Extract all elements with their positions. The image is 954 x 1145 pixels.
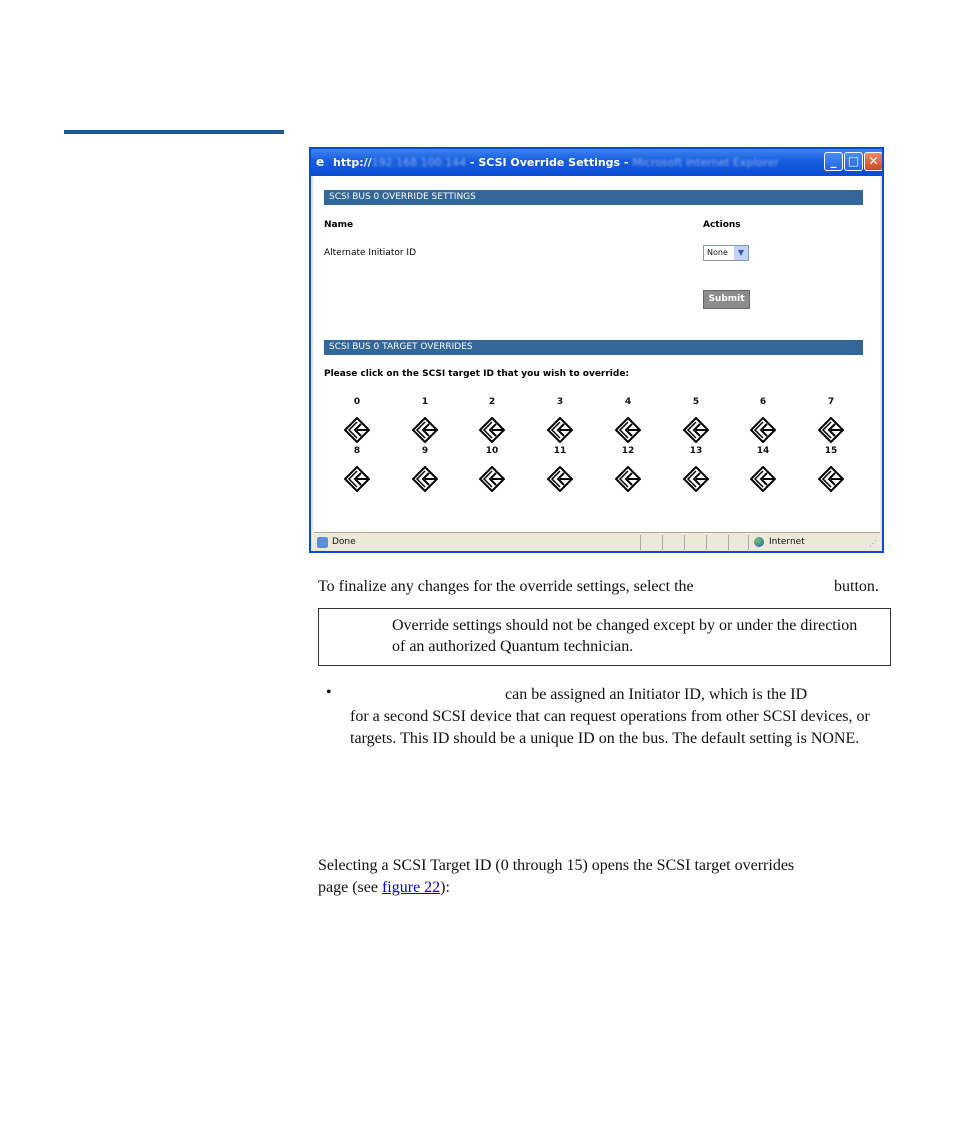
select-value: None xyxy=(707,248,728,257)
scsi-connector-icon xyxy=(412,466,438,492)
scsi-connector-icon xyxy=(412,417,438,443)
target-id-label: 3 xyxy=(556,397,564,407)
target-id-label: 1 xyxy=(421,397,429,407)
alternate-initiator-label: Alternate Initiator ID xyxy=(324,248,416,258)
target-id-label: 15 xyxy=(824,446,838,456)
target-id-label: 0 xyxy=(353,397,361,407)
status-divider xyxy=(728,535,729,550)
target-id-0[interactable] xyxy=(337,397,377,443)
target-id-14[interactable] xyxy=(743,446,783,492)
target-id-9[interactable] xyxy=(405,446,445,492)
target-id-label: 9 xyxy=(421,446,429,456)
override-settings-header: SCSI BUS 0 OVERRIDE SETTINGS xyxy=(324,190,863,205)
finalize-end: button. xyxy=(834,578,879,595)
submit-button[interactable]: Submit xyxy=(703,290,750,309)
figure-ref-line: page (see figure 22): xyxy=(318,879,450,896)
initiator-id-select[interactable] xyxy=(703,245,749,261)
chevron-down-icon: ▼ xyxy=(734,246,748,260)
scsi-connector-icon xyxy=(479,417,505,443)
target-id-label: 10 xyxy=(485,446,499,456)
target-id-1[interactable] xyxy=(405,397,445,443)
actions-column-header: Actions xyxy=(703,220,741,230)
window-title: http://192.168.100.144 - SCSI Override Settings - Microsoft Internet Explorer xyxy=(333,156,779,169)
target-id-4[interactable] xyxy=(608,397,648,443)
target-id-7[interactable] xyxy=(811,397,851,443)
target-id-5[interactable] xyxy=(676,397,716,443)
status-divider xyxy=(640,535,641,550)
scsi-connector-icon xyxy=(615,417,641,443)
scsi-connector-icon xyxy=(615,466,641,492)
figure-22-link[interactable]: figure 22 xyxy=(381,879,441,896)
scsi-connector-icon xyxy=(750,466,776,492)
internet-globe-icon xyxy=(754,537,764,547)
note-box xyxy=(318,608,891,666)
status-divider xyxy=(684,535,685,550)
target-id-11[interactable] xyxy=(540,446,580,492)
status-text: Done xyxy=(332,537,356,547)
target-id-label: 12 xyxy=(621,446,635,456)
status-bar xyxy=(314,532,880,552)
maximize-button[interactable]: □ xyxy=(844,152,863,171)
status-divider xyxy=(662,535,663,550)
target-id-label: 8 xyxy=(353,446,361,456)
target-id-label: 7 xyxy=(827,397,835,407)
bullet-line-1: can be assigned an Initiator ID, which is the ID xyxy=(505,686,808,703)
target-id-label: 5 xyxy=(692,397,700,407)
target-id-3[interactable] xyxy=(540,397,580,443)
target-id-12[interactable] xyxy=(608,446,648,492)
target-id-10[interactable] xyxy=(472,446,512,492)
selecting-text: Selecting a SCSI Target ID (0 through 15) opens the SCSI target overrides xyxy=(318,857,795,874)
target-id-2[interactable] xyxy=(472,397,512,443)
target-id-6[interactable] xyxy=(743,397,783,443)
target-id-15[interactable] xyxy=(811,446,851,492)
resize-grip-icon[interactable]: ⋰ xyxy=(869,539,877,548)
target-id-label: 13 xyxy=(689,446,703,456)
security-zone: Internet xyxy=(769,537,805,547)
scsi-connector-icon xyxy=(344,466,370,492)
target-id-label: 4 xyxy=(624,397,632,407)
scsi-connector-icon xyxy=(683,466,709,492)
scsi-connector-icon xyxy=(750,417,776,443)
scsi-connector-icon xyxy=(547,417,573,443)
scsi-connector-icon xyxy=(547,466,573,492)
status-divider xyxy=(748,535,749,550)
title-bar xyxy=(311,149,882,176)
scsi-connector-icon xyxy=(818,466,844,492)
scsi-connector-icon xyxy=(479,466,505,492)
scsi-connector-icon xyxy=(683,417,709,443)
browser-window xyxy=(309,147,884,553)
target-id-label: 14 xyxy=(756,446,770,456)
section-rule xyxy=(64,130,284,134)
bullet-text: for a second SCSI device that can request operations from other SCSI devices, or targets. This ID should be a unique ID on the bus. The default setting is NONE. xyxy=(350,708,870,747)
finalize-text: To finalize any changes for the override settings, select the xyxy=(318,578,694,595)
page-done-icon xyxy=(317,537,328,548)
ie-icon: e xyxy=(316,155,325,169)
bullet-marker: • xyxy=(326,684,332,701)
name-column-header: Name xyxy=(324,220,354,230)
target-instruction: Please click on the SCSI target ID that you wish to override: xyxy=(324,369,630,379)
page-content xyxy=(314,176,880,532)
status-divider xyxy=(706,535,707,550)
target-id-13[interactable] xyxy=(676,446,716,492)
target-id-label: 11 xyxy=(553,446,567,456)
close-button[interactable]: ✕ xyxy=(864,152,883,171)
target-overrides-header: SCSI BUS 0 TARGET OVERRIDES xyxy=(324,340,863,355)
scsi-connector-icon xyxy=(818,417,844,443)
minimize-button[interactable]: _ xyxy=(824,152,843,171)
target-id-label: 2 xyxy=(488,397,496,407)
target-id-8[interactable] xyxy=(337,446,377,492)
scsi-connector-icon xyxy=(344,417,370,443)
target-id-label: 6 xyxy=(759,397,767,407)
note-text: Override settings should not be changed except by or under the direction of an authorized Quantum technician. xyxy=(392,617,858,655)
